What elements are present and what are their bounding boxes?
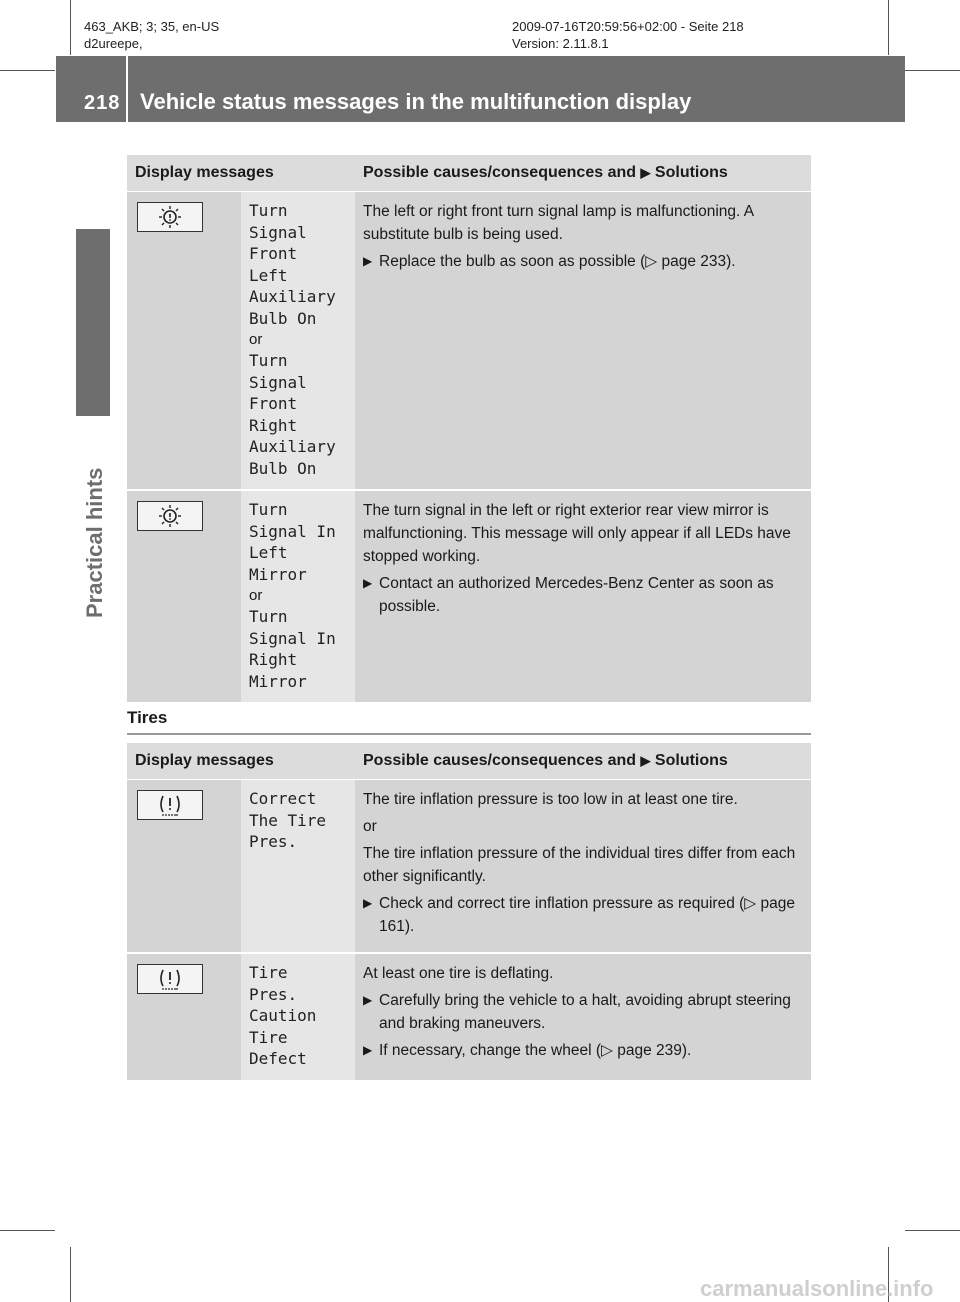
icon-cell [127,490,241,703]
crop-mark [70,1247,71,1302]
column-header-label: Possible causes/consequences and [363,164,637,181]
message-line: Caution [249,1006,317,1025]
bulb-warning-icon [137,202,203,232]
table-row [127,192,811,491]
message-line: Tire [249,1027,288,1047]
cause-text: The left or right front turn signal lamp is malfunctioning. A substitute bulb is being used. [363,203,754,243]
message-line: Signal In [249,521,336,541]
meta-left [84,18,219,52]
message-line: Front [249,394,298,413]
column-header-display-messages [127,743,355,780]
message-line: Turn [249,500,288,519]
table-header-row [127,743,811,780]
description-cell [355,490,811,703]
message-line: Turn [249,351,288,370]
message-line: Correct [249,789,317,808]
solution-arrow-icon: ▶ [640,753,651,768]
message-line: Signal In [249,628,336,648]
step-text: If necessary, change the wheel (▷ page 239). [379,1042,692,1059]
crop-mark [888,0,889,55]
step-text: Contact an authorized Mercedes-Benz Center as soon as possible. [379,575,774,615]
description-cell [355,192,811,491]
message-line: Auxiliary [249,287,336,306]
message-line: Defect [249,1049,307,1068]
crop-mark [0,1230,55,1231]
meta-right-line2: Version: 2.11.8.1 [512,36,609,51]
message-line: Tire [249,963,288,982]
column-header-label: Display messages [135,164,274,181]
display-message-cell [241,192,355,491]
bulb-warning-icon [137,501,203,531]
display-message-cell [241,490,355,703]
crop-mark [70,0,71,55]
solution-step [363,892,805,938]
message-line: Pres. [249,832,298,851]
cause-text: The tire inflation pressure is too low in at least one tire. [363,791,738,808]
crop-mark [905,70,960,71]
chapter-tab [76,229,110,416]
display-message [249,788,349,853]
step-text: Carefully bring the vehicle to a halt, avoiding abrupt steering and braking maneuvers. [379,992,791,1032]
cause-text: The tire inflation pressure of the individual tires differ from each other significantly. [363,845,796,885]
column-header-label: Solutions [654,164,728,181]
section-divider [127,733,811,735]
message-line: Bulb On [249,308,317,328]
message-line: The Tire [249,810,327,830]
watermark: carmanualsonline.info [700,1276,934,1301]
display-message [249,499,349,585]
page-title: Vehicle status messages in the multifunction display [140,89,692,114]
table-header-row [127,155,811,192]
column-header-display-messages [127,155,355,192]
step-arrow-icon: ▶ [363,1043,373,1057]
meta-left-line1: 463_AKB; 3; 35, en-US [84,19,220,34]
meta-right [512,18,744,52]
column-header-label: Possible causes/consequences and [363,752,637,769]
message-line: Turn [249,201,288,220]
message-line: Left [249,265,288,285]
or-separator: or [249,587,263,604]
message-line: Turn [249,607,288,626]
message-line: Pres. [249,984,298,1004]
step-arrow-icon: ▶ [363,896,373,910]
display-message [249,200,349,329]
step-arrow-icon: ▶ [363,576,373,590]
step-arrow-icon: ▶ [363,254,373,268]
message-line: Signal [249,372,307,392]
message-line: Auxiliary [249,437,336,456]
solution-step [363,250,805,273]
page-number: 218 [84,92,121,114]
message-line: Left [249,543,288,562]
display-message [249,350,349,479]
description-cell [355,780,811,954]
message-line: Mirror [249,671,307,691]
icon-cell [127,953,241,1081]
solution-step [363,989,805,1035]
solution-arrow-icon: ▶ [640,165,651,180]
icon-cell [127,192,241,491]
message-line: Right [249,650,298,669]
or-separator: or [249,331,263,348]
meta-right-line1: 2009-07-16T20:59:56+02:00 - Seite 218 [512,19,744,34]
icon-cell [127,780,241,954]
column-header-label: Solutions [654,752,728,769]
column-header-solutions [355,743,811,780]
column-header-label: Display messages [135,752,274,769]
tire-pressure-warning-icon [137,790,203,820]
status-message-table [127,155,811,704]
display-message [249,606,349,692]
meta-left-line2: d2ureepe, [84,36,143,51]
solution-step [363,1039,805,1062]
display-message [249,962,349,1070]
step-arrow-icon: ▶ [363,993,373,1007]
message-line: Mirror [249,564,307,584]
column-header-solutions [355,155,811,192]
section-title: Tires [127,708,168,727]
header-divider [126,56,128,122]
step-text: Replace the bulb as soon as possible (▷ page 233). [379,253,736,270]
or-separator: or [363,818,377,835]
crop-mark [0,70,55,71]
cause-text: The turn signal in the left or right exterior rear view mirror is malfunctioning. This message will only appear if all LEDs have stopped working. [363,502,791,565]
table-row [127,953,811,1081]
tire-pressure-warning-icon [137,964,203,994]
message-line: Front [249,244,298,263]
cause-text: At least one tire is deflating. [363,965,554,982]
step-text: Check and correct tire inflation pressure as required (▷ page 161). [379,895,795,935]
crop-mark [905,1230,960,1231]
table-row [127,490,811,703]
display-message-cell [241,953,355,1081]
display-message-cell [241,780,355,954]
message-line: Signal [249,222,307,242]
message-line: Bulb On [249,458,317,478]
tire-message-table [127,743,811,1082]
chapter-label: Practical hints [82,467,107,618]
solution-step [363,572,805,618]
description-cell [355,953,811,1081]
message-line: Right [249,415,298,435]
table-row [127,780,811,954]
